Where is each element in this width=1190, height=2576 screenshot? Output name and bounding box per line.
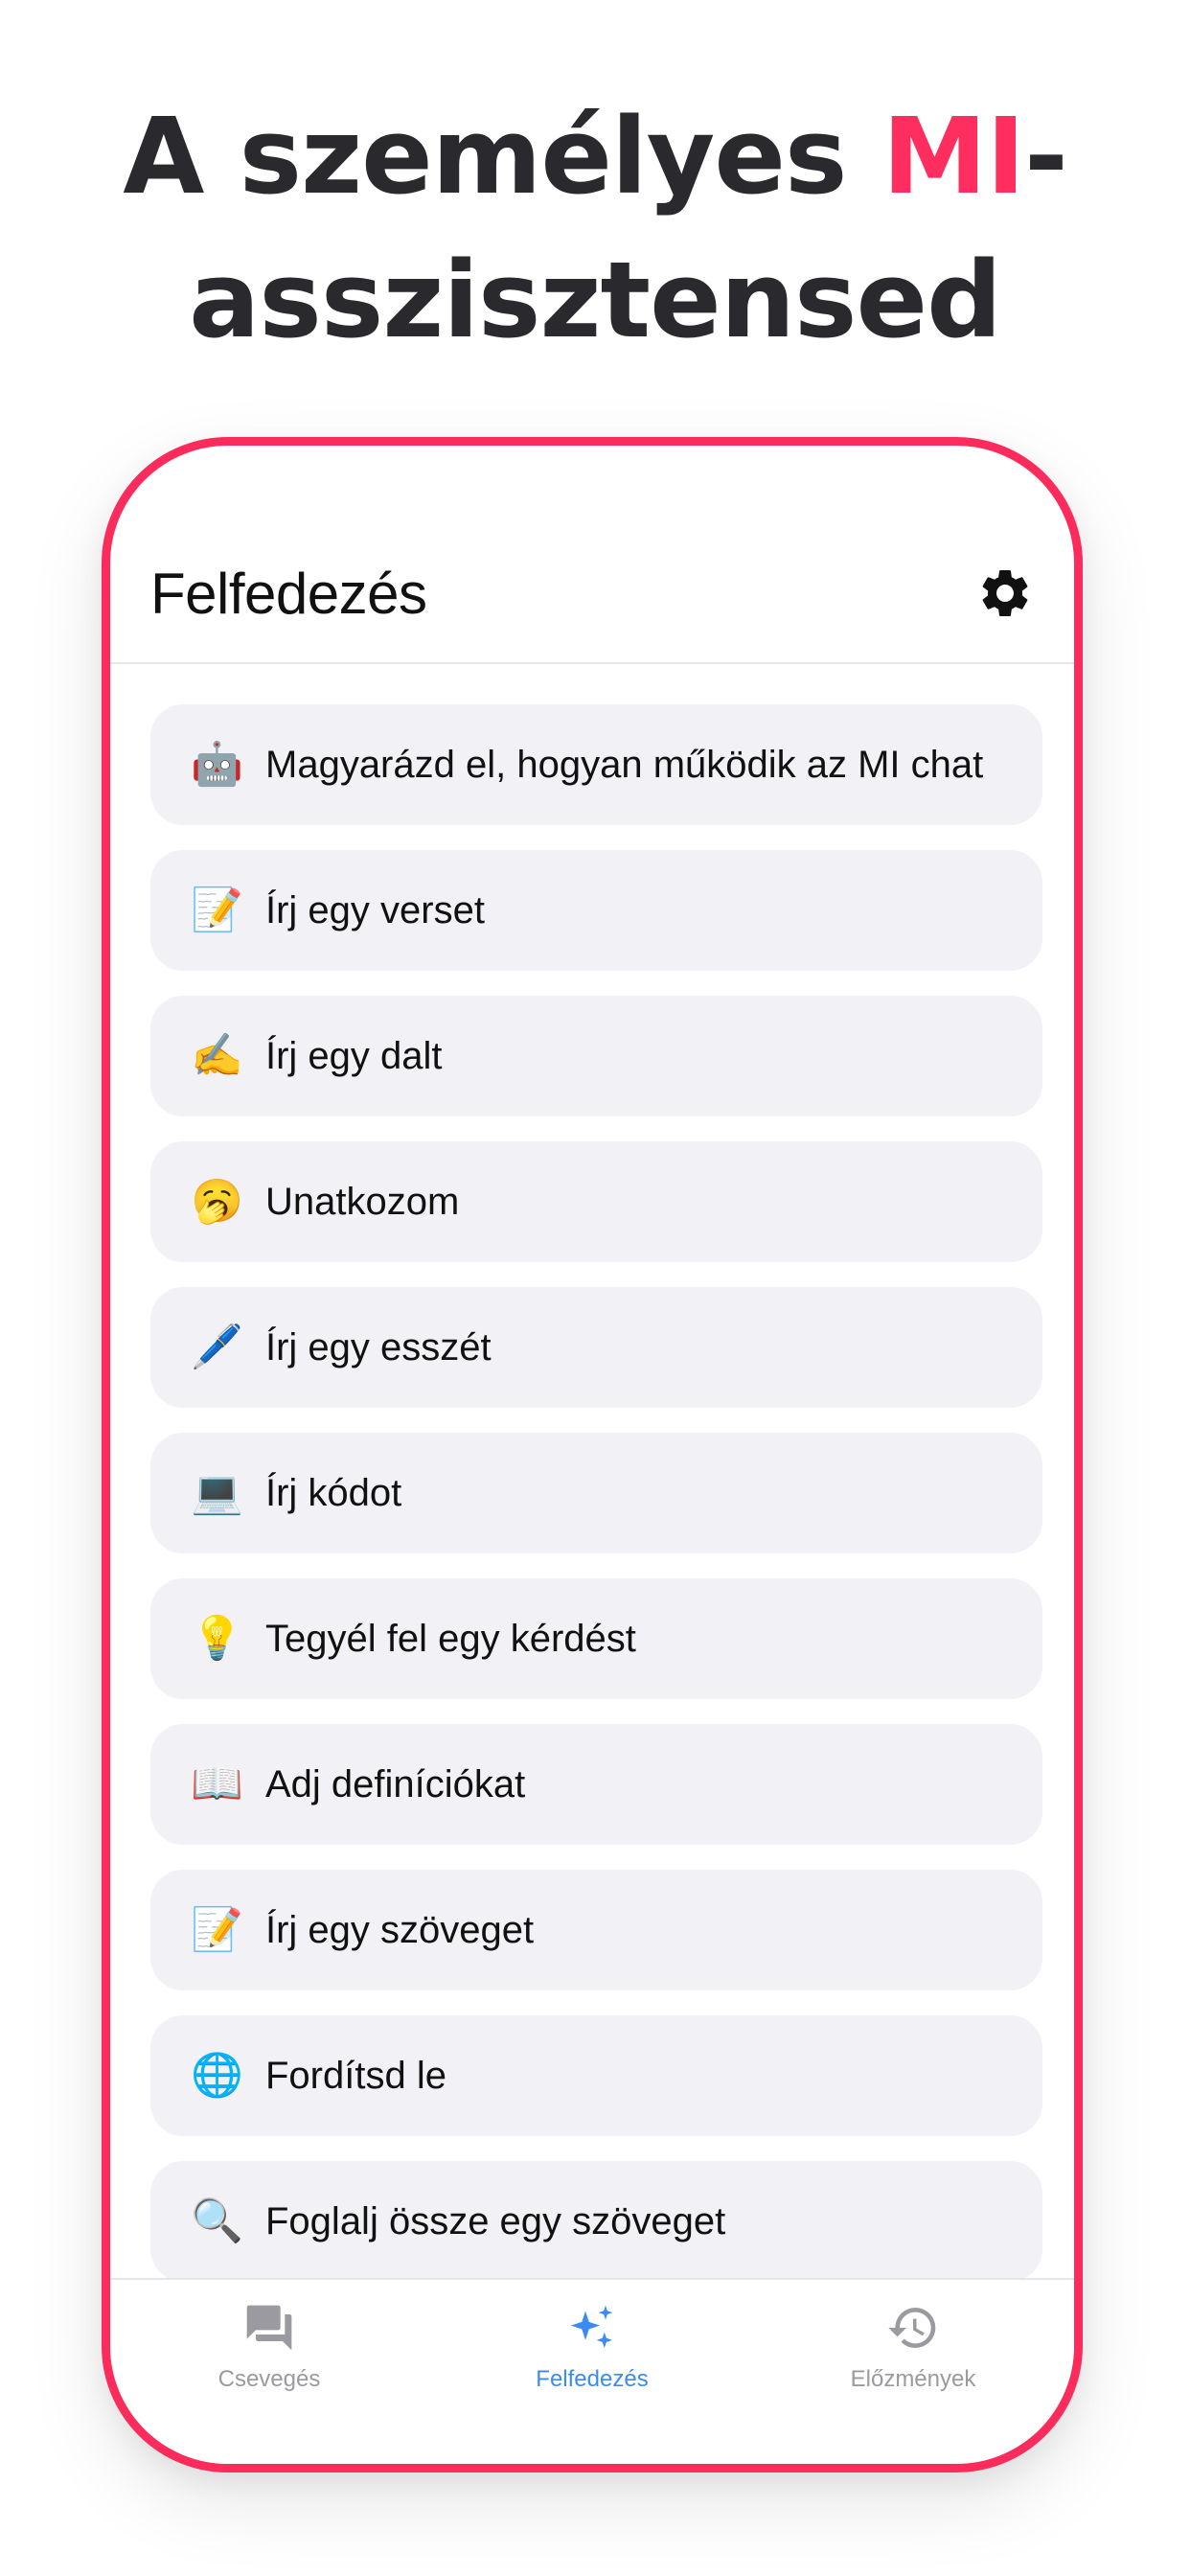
prompt-item[interactable]: [150, 1870, 1042, 1990]
phone-frame: [102, 437, 1083, 2472]
tab-discover-label: Felfedezés: [536, 2366, 649, 2392]
magnifier-emoji: 🔍: [191, 2196, 243, 2245]
prompt-item[interactable]: [150, 2015, 1042, 2136]
prompt-label: Írj egy verset: [265, 888, 485, 932]
prompt-label: Magyarázd el, hogyan működik az MI chat: [265, 743, 984, 786]
prompt-item[interactable]: [150, 996, 1042, 1116]
writing-hand-emoji: ✍️: [191, 1031, 243, 1080]
marketing-headline: [0, 84, 1190, 372]
laptop-emoji: 💻: [191, 1468, 243, 1517]
tab-history-label: Előzmények: [850, 2366, 976, 2392]
prompt-label: Adj definíciókat: [265, 1762, 526, 1806]
prompt-label: Unatkozom: [265, 1180, 460, 1223]
history-icon: [886, 2301, 940, 2355]
navigation-bar: [110, 446, 1074, 664]
sparkles-icon: [565, 2301, 619, 2355]
light-bulb-emoji: 💡: [191, 1614, 243, 1663]
headline-prefix: A személyes: [123, 95, 882, 218]
pen-emoji: 🖊️: [191, 1322, 243, 1371]
prompt-item[interactable]: [150, 704, 1042, 825]
headline-accent: MI: [881, 95, 1025, 218]
prompt-item[interactable]: [150, 1433, 1042, 1553]
robot-emoji: 🤖: [191, 740, 243, 789]
open-book-emoji: 📖: [191, 1760, 243, 1808]
tab-chat[interactable]: [126, 2301, 413, 2393]
prompt-label: Írj egy dalt: [265, 1034, 443, 1077]
memo-emoji: 📝: [191, 886, 243, 934]
memo-emoji: 📝: [191, 1905, 243, 1954]
prompt-item[interactable]: [150, 1141, 1042, 1262]
headline-suffix: -: [1024, 95, 1067, 218]
headline-line-1: [0, 84, 1190, 228]
prompt-label: Foglalj össze egy szöveget: [265, 2199, 726, 2242]
prompt-label: Fordítsd le: [265, 2054, 446, 2097]
page-title: Felfedezés: [150, 562, 427, 626]
prompt-label: Írj egy szöveget: [265, 1908, 535, 1951]
tab-bar: [110, 2278, 1074, 2464]
chat-bubbles-icon: [242, 2301, 296, 2355]
tab-discover[interactable]: [448, 2301, 736, 2393]
prompt-label: Írj kódot: [265, 1471, 402, 1514]
prompt-item[interactable]: [150, 2161, 1042, 2282]
prompt-item[interactable]: [150, 1578, 1042, 1699]
prompt-item[interactable]: [150, 1287, 1042, 1408]
tab-history[interactable]: [769, 2301, 1057, 2393]
globe-emoji: 🌐: [191, 2051, 243, 2100]
prompt-label: Írj egy esszét: [265, 1325, 492, 1368]
prompt-label: Tegyél fel egy kérdést: [265, 1617, 636, 1660]
tab-chat-label: Csevegés: [217, 2366, 321, 2392]
headline-line-2: asszisztensed: [189, 239, 1001, 361]
prompt-list: [150, 704, 1042, 2307]
prompt-item[interactable]: [150, 850, 1042, 971]
gear-icon[interactable]: [976, 564, 1034, 622]
yawning-face-emoji: 🥱: [191, 1177, 243, 1226]
prompt-item[interactable]: [150, 1724, 1042, 1845]
